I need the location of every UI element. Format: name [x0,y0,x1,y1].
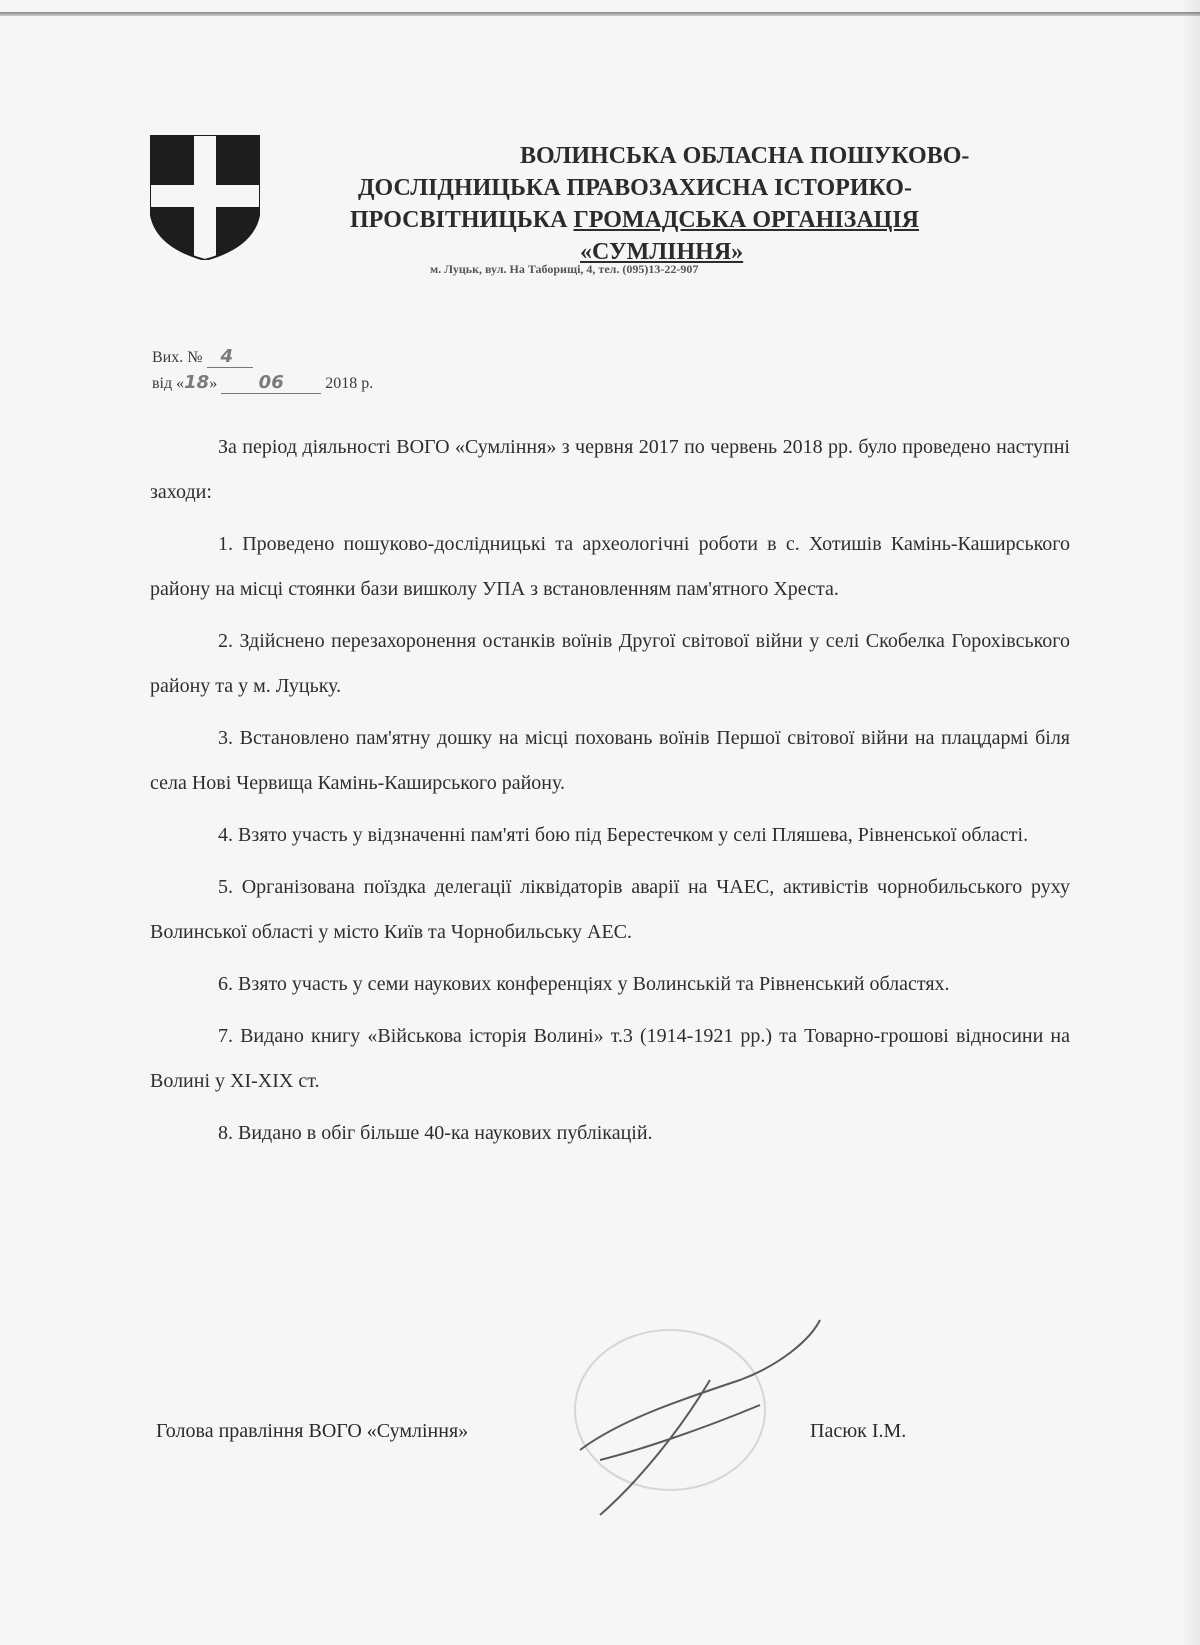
org-title-line-1: ВОЛИНСЬКА ОБЛАСНА ПОШУКОВО- [520,143,970,169]
date-prefix: від « [152,375,185,392]
date-month-handwritten: 06 [258,372,284,393]
activity-item-8: 8. Видано в обіг більше 40-ка наукових публікацій. [218,1122,653,1144]
scan-top-edge [0,12,1200,16]
date-year: 2018 р. [325,375,374,392]
org-title-line-2: ДОСЛІДНИЦЬКА ПРАВОЗАХИСНА ІСТОРИКО- [358,175,912,201]
signatory-position: Голова правління ВОГО «Сумління» [156,1420,469,1442]
org-title-line-3-underlined: ГРОМАДСЬКА ОРГАНІЗАЦІЯ [573,207,920,233]
date-month-field [221,372,321,394]
org-title-line-3 [340,204,1060,236]
outgoing-number [152,346,253,368]
outgoing-number-field [207,346,253,368]
activity-item-6: 6. Взято участь у семи наукових конференціях у Волинській та Рівненський областях. [218,973,950,995]
signatory-name: Пасюк І.М. [810,1420,907,1442]
organization-title [340,140,1060,268]
activity-item-2: 2. Здійснено перезахоронення останків воїнів Другої світової війни у селі Скобелка Горохівського району та у м. Луцьку. [150,630,1070,697]
activity-item-3: 3. Встановлено пам'ятну дошку на місці поховань воїнів Першої світової війни на плацдармі біля села Нові Червища Камінь-Каширського району. [150,727,1070,794]
org-title-line-3-start: ПРОСВІТНИЦЬКА [350,207,574,233]
activity-item-4: 4. Взято участь у відзначенні пам'яті бою під Берестечком у селі Пляшева, Рівненської області. [218,824,1029,846]
coat-of-arms-icon [150,135,260,260]
activity-item-1: 1. Проведено пошуково-дослідницькі та археологічні роботи в с. Хотишів Камінь-Каширського району на місці стоянки бази вишколу УПА з встановленням пам'ятного Хреста. [150,533,1070,600]
org-name: «СУМЛІННЯ» [580,239,744,265]
date-separator: » [209,375,218,392]
letter-date [152,372,373,394]
date-day-handwritten: 18 [184,372,210,393]
outgoing-number-label: Вих. № [152,349,203,366]
activity-item-7: 7. Видано книгу «Військова історія Волині» т.3 (1914-1921 рр.) та Товарно-грошові відносини на Волині у ХІ-ХІХ ст. [150,1025,1070,1092]
organization-address: м. Луцьк, вул. На Таборищі, 4, тел. (095)13-22-907 [430,262,699,276]
activity-item-5: 5. Організована поїздка делегації ліквідаторів аварії на ЧАЕС, активістів чорнобильського руху Волинської області у місто Київ та Чорнобильську АЕС. [150,876,1070,943]
letter-body [150,425,1070,1156]
scan-right-shade [1182,0,1200,1645]
outgoing-number-handwritten: 4 [220,346,234,367]
intro-paragraph: За період діяльності ВОГО «Сумління» з червня 2017 по червень 2018 рр. було проведено наступні заходи: [150,436,1070,503]
